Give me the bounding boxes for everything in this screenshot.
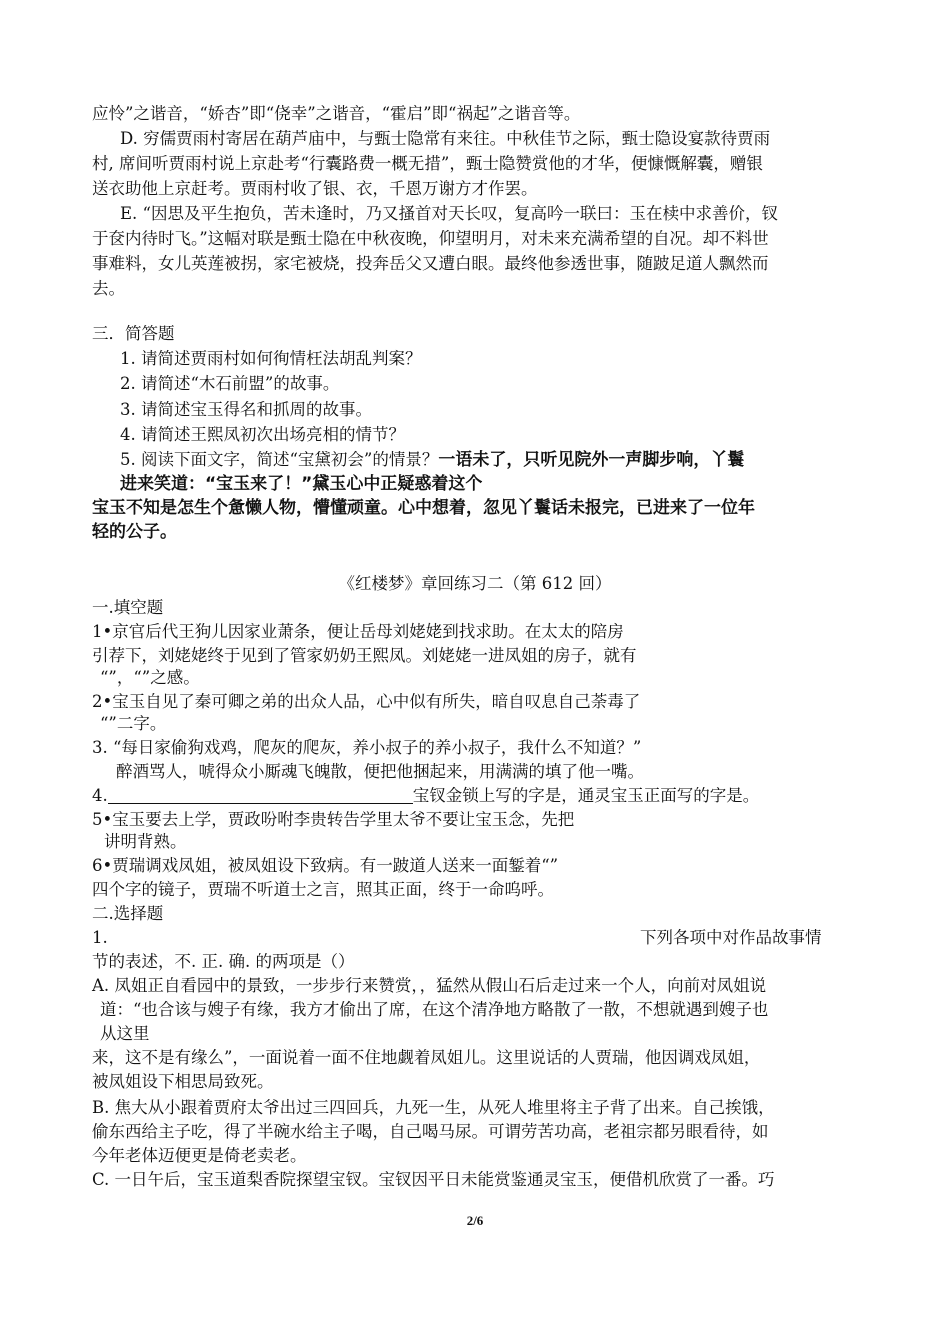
fill-line: 讲明背熟。 (104, 832, 187, 851)
text-line: 事难料，女儿英莲被拐，家宅被烧，投奔岳父又遭白眼。最终他参透世事，随跛足道人飘然而 (92, 254, 769, 273)
option-line: 道：“也合该与嫂子有缘，我方才偷出了席，在这个清净地方略散了一散，不想就遇到嫂子也 (100, 1000, 769, 1019)
answer-blank (108, 786, 413, 804)
text-line: 于奁内待时飞。”这幅对联是甄士隐在中秋夜晚，仰望明月，对未来充满希望的自况。却不料世 (92, 229, 769, 248)
question-item: 2. 请简述“木石前盟”的故事。 (120, 374, 340, 393)
choice-question-text: 节的表述，不. 正. 确. 的两项是（） (92, 952, 355, 971)
question-item: 1. 请简述贾雨村如何徇情枉法胡乱判案？ (120, 349, 422, 368)
question-item-5 (120, 448, 744, 472)
text-line: 去。 (92, 279, 125, 298)
page-title: 《红楼梦》章回练习二（第 612 回） (338, 574, 612, 593)
question-5-prompt: 5. 阅读下面文字，简述“宝黛初会”的情景？ (120, 450, 439, 469)
option-d-line: D. 穷儒贾雨村寄居在葫芦庙中，与甄士隐常有来往。中秋佳节之际，甄士隐设宴款待贾雨 (120, 129, 771, 148)
option-b-line: B. 焦大从小跟着贾府太爷出过三四回兵，九死一生，从死人堆里将主子背了出来。自己挨饿， (92, 1098, 775, 1117)
option-line: 被凤姐设下相思局致死。 (92, 1072, 274, 1091)
fill-line: 3. “每日家偷狗戏鸡，爬灰的爬灰，养小叔子的养小叔子，我什么不知道？” (92, 738, 642, 757)
option-e-line: E. “因思及平生抱负，苦未逢时，乃又搔首对天长叹，复高吟一联曰：玉在椟中求善价，钗 (120, 204, 778, 223)
fill-line-number: 4. (92, 786, 108, 805)
option-c-line: C. 一日午后，宝玉道梨香院探望宝钗。宝钗因平日未能赏鉴通灵宝玉，便借机欣赏了一番。巧 (92, 1170, 775, 1189)
fill-line-4 (92, 784, 759, 808)
option-line: 从这里 (100, 1024, 150, 1043)
fill-line: 6•贾瑞调戏凤姐，被凤姐设下致病。有一跛道人送来一面錾着“” (92, 856, 559, 875)
section-heading: 一.填空题 (92, 598, 164, 617)
text-line: 送衣助他上京赶考。贾雨村收了银、衣，千恩万谢方才作罢。 (92, 179, 538, 198)
option-line: 偷东西给主子吃，得了半碗水给主子喝，自己喝马尿。可谓劳苦功高，老祖宗都另眼看待，如 (92, 1122, 769, 1141)
passage-line: 进来笑道：“宝玉来了！”黛玉心中正疑惑着这个 (120, 474, 483, 494)
fill-line: 1•京官后代王狗儿因家业萧条，便让岳母刘姥姥到找求助。在太太的陪房 (92, 622, 624, 641)
question-5-passage: 一语未了，只听见院外一声脚步响，丫鬟 (438, 450, 745, 470)
option-a-line: A. 凤姐正自看园中的景致，一步步行来赞赏，，猛然从假山石后走过来一个人，向前对凤姐说 (92, 976, 767, 995)
question-item: 3. 请简述宝玉得名和抓周的故事。 (120, 400, 372, 419)
fill-line: 2•宝玉自见了秦可卿之弟的出众人品，心中似有所失，暗自叹息自己荼毒了 (92, 692, 641, 711)
fill-line: 引荐下，刘姥姥终于见到了管家奶奶王熙凤。刘姥姥一进凤姐的房子，就有 (92, 646, 637, 665)
fill-line: “”二字。 (100, 714, 167, 733)
option-line: 今年老体迈便更是倚老卖老。 (92, 1146, 307, 1165)
fill-line: 四个字的镜子，贾瑞不听道士之言，照其正面，终于一命呜呼。 (92, 880, 554, 899)
fill-line: “”，“”之感。 (100, 668, 200, 687)
question-item: 4. 请简述王熙凤初次出场亮相的情节？ (120, 425, 405, 444)
fill-line: 醉酒骂人，唬得众小厮魂飞魄散，便把他捆起来，用满满的填了他一嘴。 (116, 762, 644, 781)
passage-line: 轻的公子。 (92, 522, 177, 542)
section-heading: 二.选择题 (92, 904, 164, 923)
choice-question-number: 1. (92, 928, 108, 947)
fill-line: 5•宝玉要去上学，贾政吩咐李贵转告学里太爷不要让宝玉念，先把 (92, 810, 575, 829)
text-line: 村, 席间听贾雨村说上京赴考“行囊路费一概无措”，甄士隐赞赏他的才华，便慷慨解囊，赠银 (92, 154, 763, 173)
page-number: 2/6 (466, 1213, 484, 1228)
choice-question-text: 下列各项中对作品故事情 (640, 928, 822, 947)
fill-line-text: 宝钗金锁上写的字是，通灵宝玉正面写的字是。 (412, 786, 760, 805)
section-heading: 三．简答题 (92, 324, 175, 343)
passage-line: 宝玉不知是怎生个惫懒人物，懵懂顽童。心中想着，忽见丫鬟话未报完，已进来了一位年 (92, 498, 755, 518)
text-line: 应怜”之谐音，“娇杏”即“侥幸”之谐音，“霍启”即“祸起”之谐音等。 (92, 104, 581, 123)
option-line: 来，这不是有缘么”，一面说着一面不住地觑着凤姐儿。这里说话的人贾瑞，他因调戏凤姐， (92, 1048, 761, 1067)
